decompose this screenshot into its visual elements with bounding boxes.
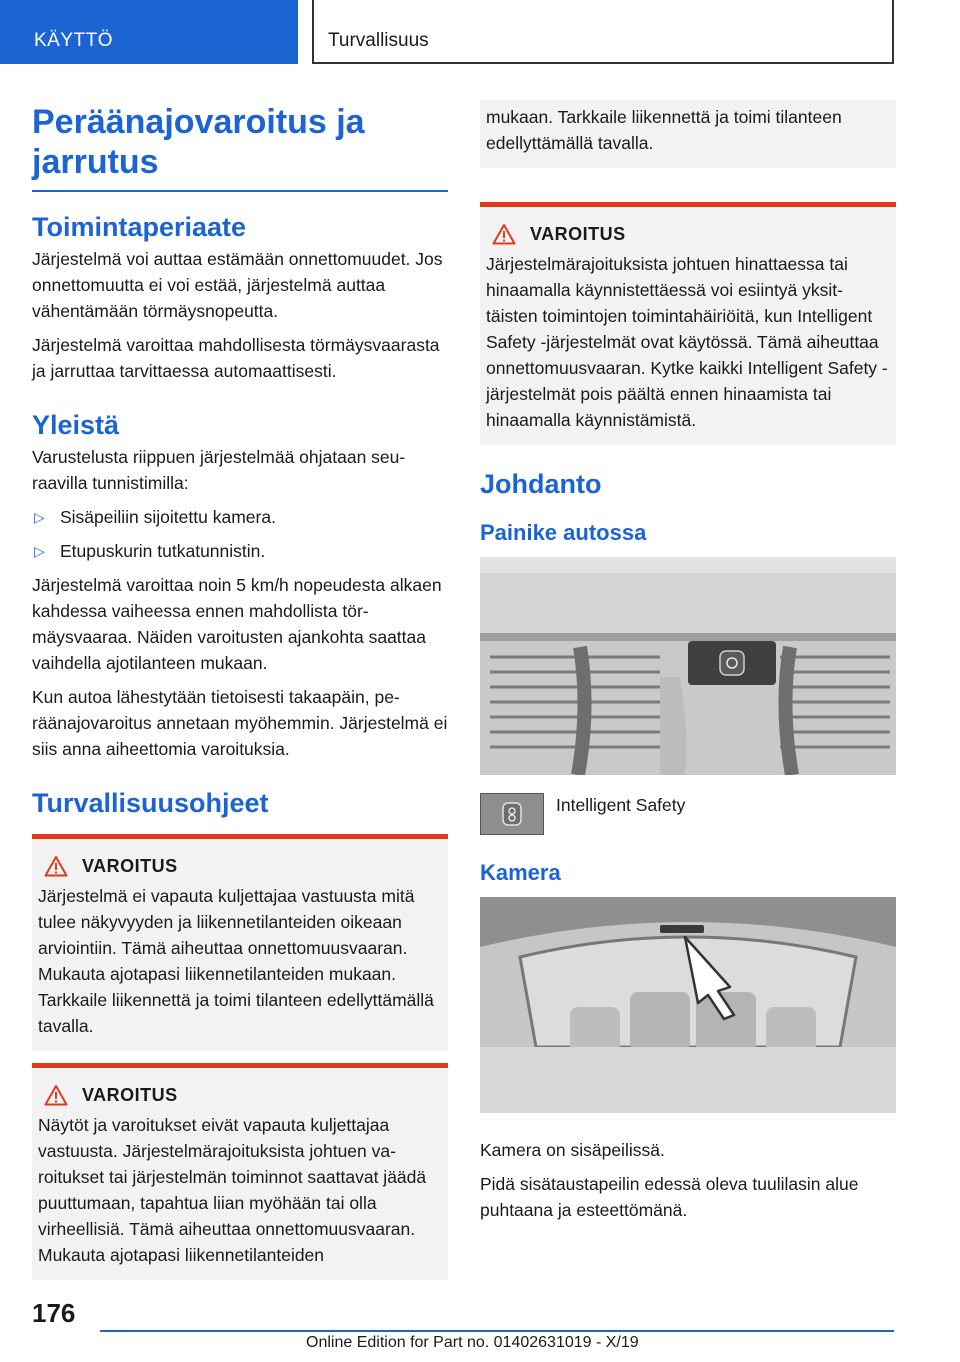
left-column [32,100,448,1280]
button-label: Intelligent Safety [556,795,686,815]
warning-title [492,223,888,245]
paragraph: Kamera on sisäpeilissä. [480,1140,665,1160]
heading-intro: Johdanto [480,469,602,499]
warning-box [32,1063,448,1280]
warning-triangle-icon [492,223,516,245]
page-number: 176 [32,1298,76,1328]
warning-box [32,834,448,1051]
paragraph: Järjestelmä varoittaa noin 5 km/h nopeudesta alkaen kahdessa vaiheessa ennen mahdollista törmäysvaaraa. Näiden varoitusten ajankohta saattaa vaihdella ajotilanteen mukaan. [32,575,442,673]
list-item-text: Etupuskurin tutkatunnistin. [60,541,266,561]
paragraph: Järjestelmä voi auttaa estämään onnettomuudet. Jos onnettomuutta ei voi estää, järjestelmä auttaa vähentämään törmäysnopeutta. [32,249,443,321]
triangle-bullet-icon: ▷ [34,509,45,525]
button-legend [480,793,896,835]
triangle-bullet-icon: ▷ [34,543,45,559]
warning-text: Järjestelmärajoituksista johtuen hinattaessa tai hinaamalla käynnistettäessä voi esiintyä yksittäisten toimintojen toimintahäiriöitä, kun Intelligent Safety -järjestelmät ovat käytössä. Tämä aiheuttaa onnettomuusvaaran. Kytke kaikki Intelligent Safety -järjestelmät pois päältä ennen hinaamista tai hinaamalla käynnistämistä. [486,254,888,430]
dashboard-illustration [480,557,896,775]
heading-button: Painike autossa [480,520,647,545]
warning-text: mukaan. Tarkkaile liikennettä ja toimi tilanteen edellyttämällä tavalla. [486,107,842,153]
header-chapter-title: Turvallisuus [312,0,894,64]
heading-camera: Kamera [480,860,561,885]
warning-title [44,855,440,877]
heading-general: Yleistä [32,410,120,440]
list-item-text: Sisäpeiliin sijoitettu kamera. [60,507,276,527]
edition-note: Online Edition for Part no. 01402631019 - X/19 [306,1334,639,1351]
warning-triangle-icon [44,855,68,877]
warning-label: VAROITUS [82,855,178,876]
warning-triangle-icon [44,1084,68,1106]
intelligent-safety-button-icon [480,793,544,835]
dashboard-photo [480,557,896,775]
heading-principle: Toimintaperiaate [32,212,247,242]
page-title: Peräänajovaroitus ja jarrutus [32,100,448,192]
paragraph: Järjestelmä varoittaa mahdollisesta törmäysvaarasta ja jarruttaa tarvittaessa automaattisesti. [32,335,440,381]
warning-label: VAROITUS [82,1084,178,1105]
interior-illustration [480,897,896,1113]
heading-safety: Turvallisuusohjeet [32,788,269,818]
warning-text: Näytöt ja varoitukset eivät vapauta kuljettajaa vastuusta. Järjestelmärajoituksista johtuen varoitukset tai järjestelmän toiminnot saattavat jäädä puuttumaan, tapahtua liian myöhään tai olla virheellisiä. Tämä aiheuttaa onnettomuusvaaran. Mukauta ajotapasi liikennetilanteiden [38,1115,427,1265]
right-column [480,100,896,1231]
paragraph: Pidä sisätaustapeilin edessä oleva tuulilasin alue puhtaana ja esteettömänä. [480,1174,859,1220]
paragraph: Kun autoa lähestytään tietoisesti takaapäin, peräänajovaroitus annetaan myöhemmin. Järjestelmä ei siis anna aiheettomia varoituksia. [32,687,448,759]
header-section-tab: KÄYTTÖ [0,0,298,64]
list-item [32,504,448,530]
warning-title [44,1084,440,1106]
warning-label: VAROITUS [530,223,626,244]
warning-text: Järjestelmä ei vapauta kuljettajaa vastuusta mitä tulee näkyvyyden ja liikennetilanteiden oikeaan arviointiin. Tämä aiheuttaa onnettomuusvaaran. Mukauta ajotapasi liikennetilanteiden mukaan. Tarkkaile liikennettä ja toimi tilanteen edellyttämällä tavalla. [38,886,434,1036]
footer-divider [100,1330,894,1332]
warning-box [480,202,896,445]
warning-continuation [480,100,896,168]
sensor-list [32,504,448,564]
paragraph: Varustelusta riippuen järjestelmää ohjataan seuraavilla tunnistimilla: [32,447,406,493]
list-item [32,538,448,564]
camera-photo [480,897,896,1113]
